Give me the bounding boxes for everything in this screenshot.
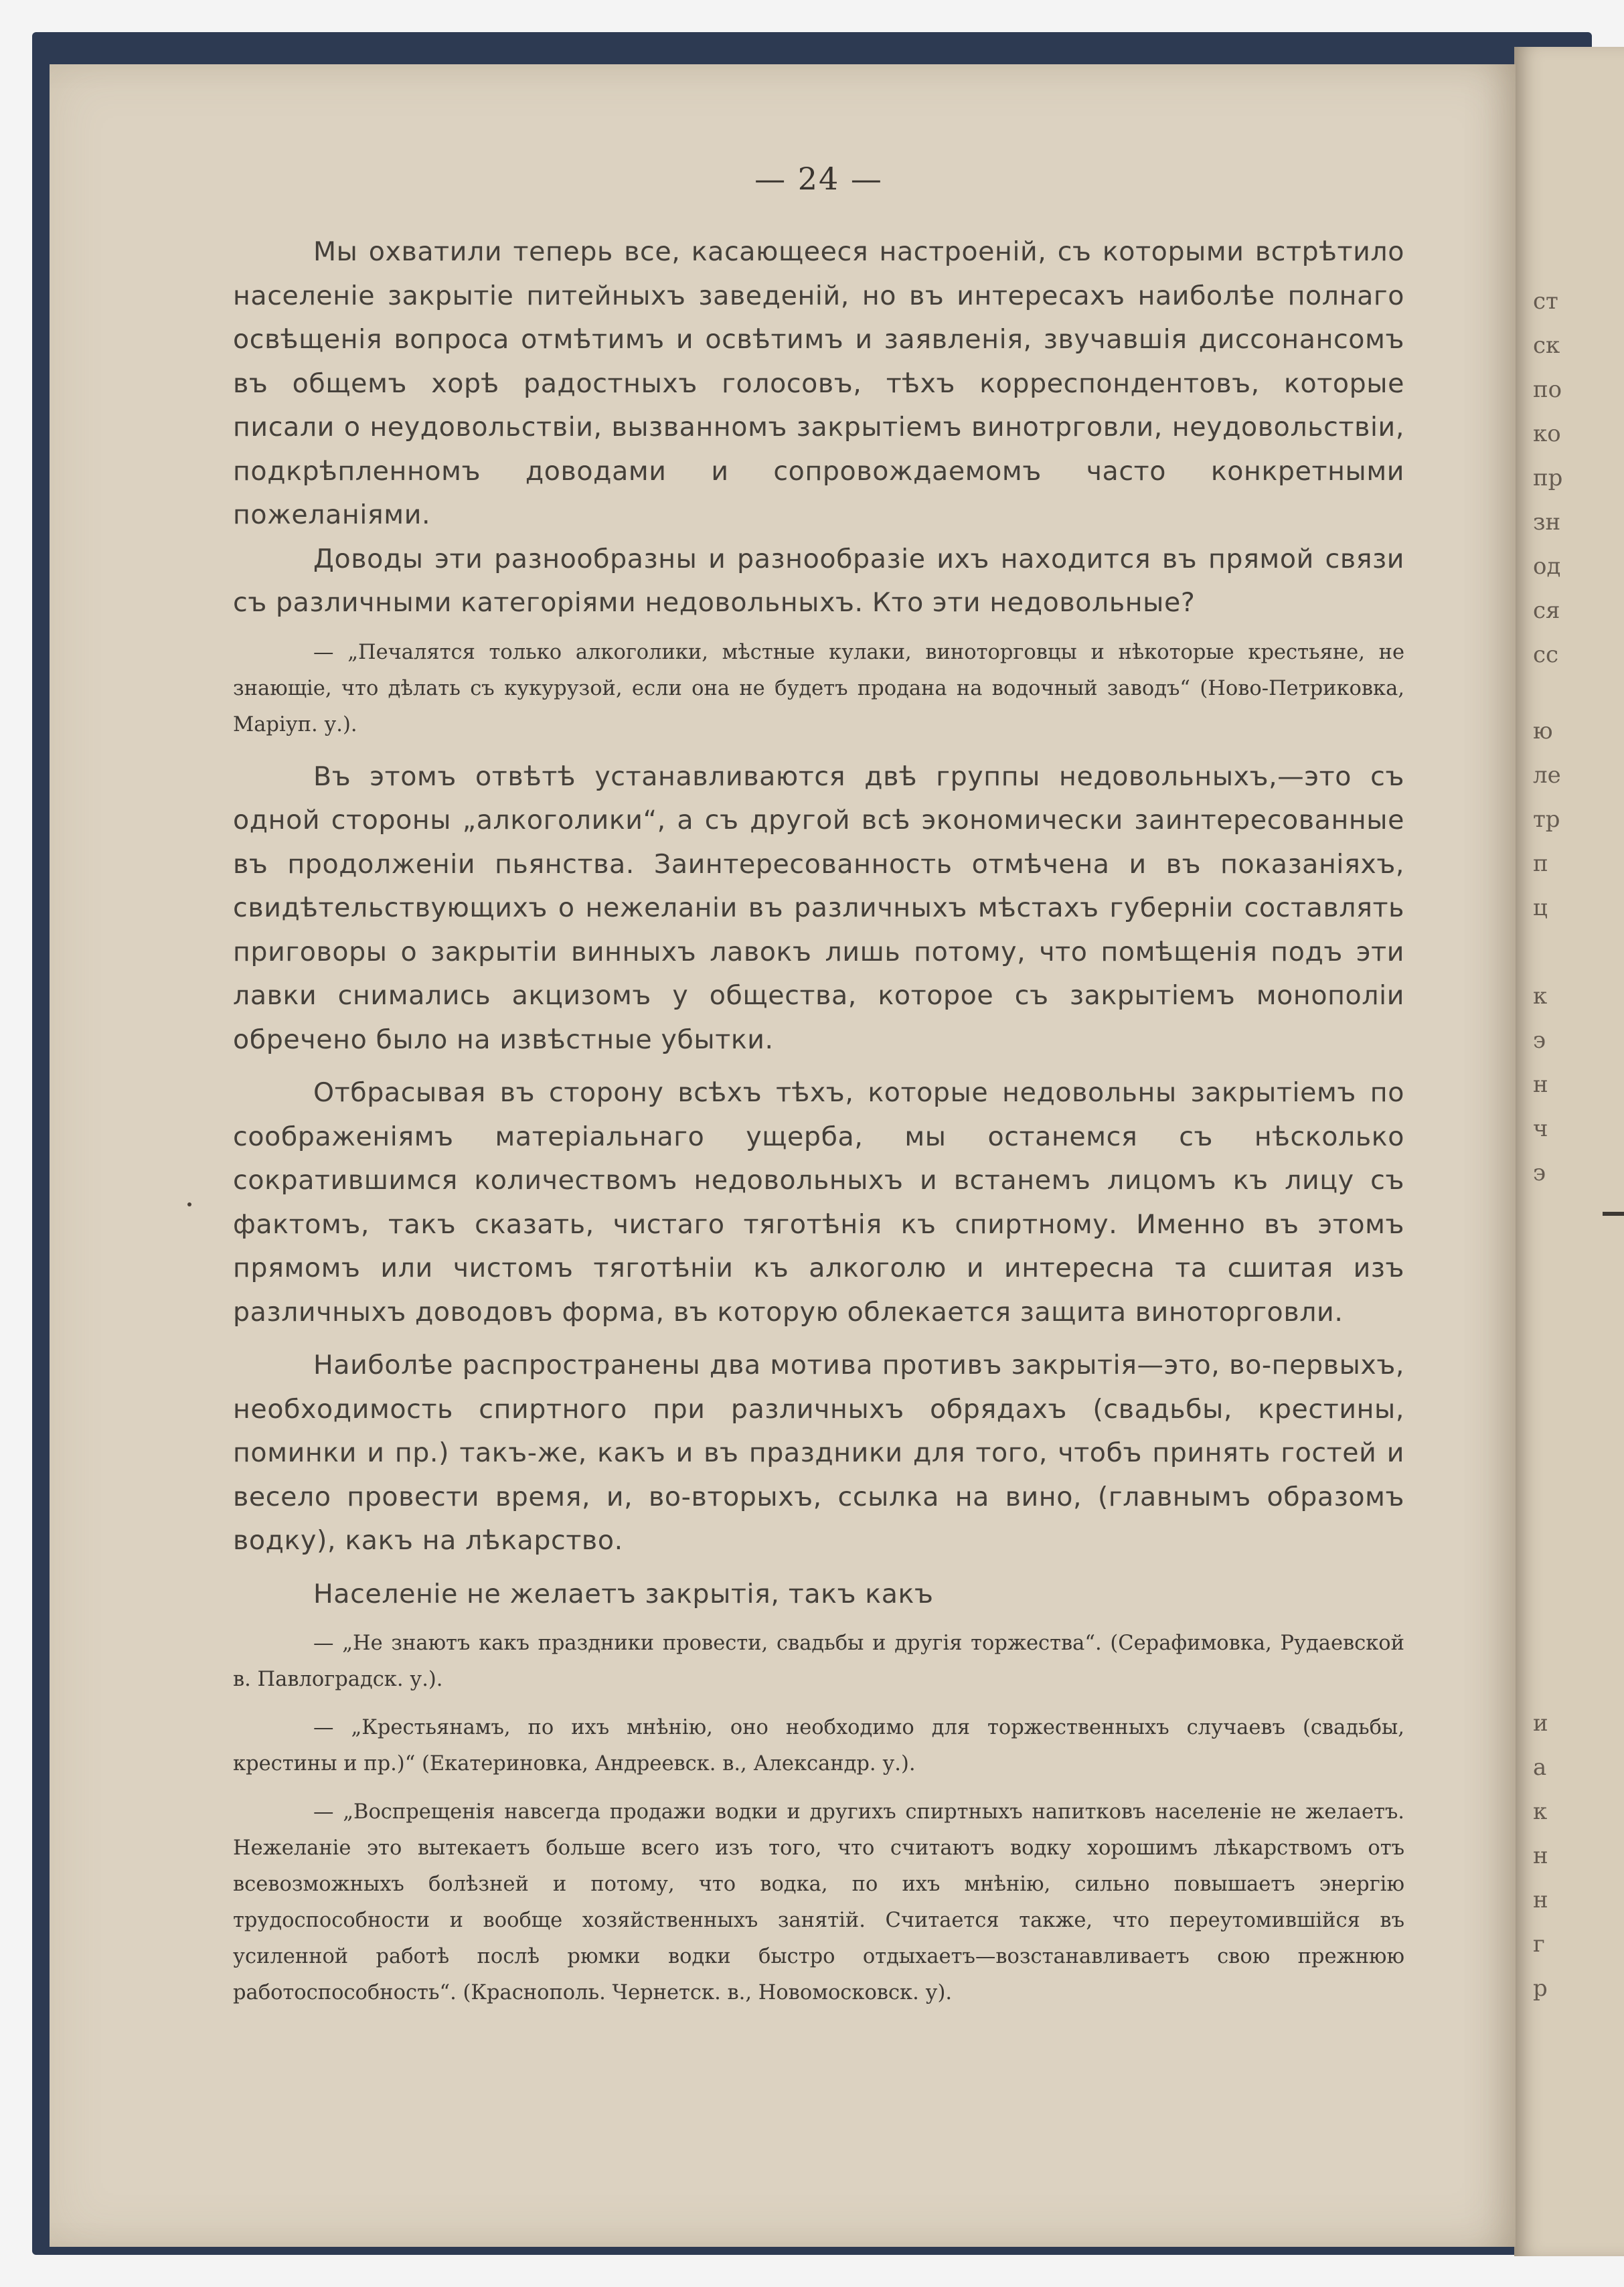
edge-fragment: а xyxy=(1533,1754,1547,1781)
edge-fragment: н xyxy=(1533,1887,1548,1913)
edge-fragment: ю xyxy=(1533,718,1553,744)
page-content xyxy=(233,161,1404,2023)
edge-fragment: ст xyxy=(1533,288,1558,315)
edge-fragment: тр xyxy=(1533,806,1560,833)
quotation: — „Воспрещенія навсегда продажи водки и другихъ спиртныхъ напитковъ населеніе не желаетъ. Нежеланіе это вытекаетъ больше всего изъ того, что считаютъ водку хорошимъ лѣкарствомъ отъ всевозможныхъ болѣзней и потому, что водка, по ихъ мнѣнію, сильно повышаетъ энергію трудоспособности и вообще хозяйственныхъ занятій. Считается также, что переутомившійся въ усиленной работѣ послѣ рюмки водки быстро отдыхаетъ—возстанавливаетъ свою прежнюю работоспособность“. (Краснополь. Чернетск. в., Новомосковск. у). xyxy=(233,1800,1404,2004)
paragraph: Доводы эти разнообразны и разнообразіе ихъ находится въ прямой связи съ различными категоріями недовольныхъ. Кто эти недовольные? xyxy=(233,543,1404,618)
margin-mark xyxy=(187,1202,191,1206)
edge-fragment: э xyxy=(1533,1027,1546,1054)
edge-fragment: по xyxy=(1533,376,1562,403)
edge-mark xyxy=(1603,1212,1624,1216)
quotation: — „Печалятся только алкоголики, мѣстные кулаки, виноторговцы и нѣкоторые крестьяне, не знающіе, что дѣлать съ кукурузой, если она не будетъ продана на водочный заводъ“ (Ново-Петриковка, Маріуп. у.). xyxy=(233,640,1404,736)
edge-fragment: ко xyxy=(1533,420,1561,447)
paragraph: Населеніе не желаетъ закрытія, такъ какъ xyxy=(313,1578,934,1609)
edge-fragment: к xyxy=(1533,1798,1548,1825)
edge-fragment: од xyxy=(1533,553,1561,580)
edge-fragment: к xyxy=(1533,983,1548,1010)
quotation: — „Крестьянамъ, по ихъ мнѣнію, оно необходимо для торжественныхъ случаевъ (свадьбы, крестины и пр.)“ (Екатериновка, Андреевск. в., Александр. у.). xyxy=(233,1716,1404,1776)
edge-fragment: р xyxy=(1533,1975,1548,2002)
edge-fragment: ск xyxy=(1533,332,1560,359)
edge-fragment: г xyxy=(1533,1931,1545,1958)
edge-fragment: п xyxy=(1533,850,1548,877)
edge-fragment: н xyxy=(1533,1842,1548,1869)
paragraph: Въ этомъ отвѣтѣ устанавливаются двѣ группы недовольныхъ,—это съ одной стороны „алкоголики“, а съ другой всѣ экономически заинтересованные въ продолженіи пьянства. Заинтересованность отмѣчена и въ показаніяхъ, свидѣтельствующихъ о нежеланіи въ различныхъ мѣстахъ губерніи составлять приговоры о закрытіи винныхъ лавокъ лишь потому, что помѣщенія подъ эти лавки снимались акцизомъ у общества, которое съ закрытіемъ монополіи обречено было на извѣстные убытки. xyxy=(233,761,1404,1055)
edge-fragment: пр xyxy=(1533,465,1563,491)
facing-page-edge xyxy=(1514,47,1624,2256)
paragraph: Отбрасывая въ сторону всѣхъ тѣхъ, которые недовольны закрытіемъ по соображеніямъ матеріальнаго ущерба, мы останемся съ нѣсколько сократившимся количествомъ недовольныхъ и встанемъ лицомъ къ лицу съ фактомъ, такъ сказать, чистаго тяготѣнія къ спиртному. Именно въ этомъ прямомъ или чистомъ тяготѣніи къ алкоголю и интересна та сшитая изъ различныхъ доводовъ форма, въ которую облекается защита виноторговли. xyxy=(233,1077,1404,1328)
edge-fragment: зн xyxy=(1533,509,1561,536)
edge-fragment: н xyxy=(1533,1071,1548,1098)
paragraph: Мы охватили теперь все, касающееся настроеній, съ которыми встрѣтило населеніе закрытіе питейныхъ заведеній, но въ интересахъ наиболѣе полнаго освѣщенія вопроса отмѣтимъ и освѣтимъ и заявленія, звучавшія диссонансомъ въ общемъ хорѣ радостныхъ голосовъ, тѣхъ корреспондентовъ, которые писали о неудовольствіи, вызванномъ закрытіемъ винотрговли, неудовольствіи, подкрѣпленномъ доводами и сопровождаемомъ часто конкретными пожеланіями. xyxy=(233,236,1404,530)
edge-fragment: ц xyxy=(1533,894,1548,921)
quotation: — „Не знаютъ какъ праздники провести, свадьбы и другія торжества“. (Серафимовка, Рудаевской в. Павлоградск. у.). xyxy=(233,1632,1404,1691)
edge-fragment: ле xyxy=(1533,762,1561,789)
page-number: — 24 — xyxy=(754,161,883,197)
edge-fragment: ся xyxy=(1533,597,1560,624)
paragraph: Наиболѣе распространены два мотива противъ закрытія—это, во-первыхъ, необходимость спиртного при различныхъ обрядахъ (свадьбы, крестины, поминки и пр.) такъ-же, какъ и въ праздники для того, чтобъ принять гостей и весело провести время, и, во-вторыхъ, ссылка на вино, (главнымъ образомъ водку), какъ на лѣкарство. xyxy=(233,1350,1404,1556)
edge-fragment: ч xyxy=(1533,1115,1548,1142)
edge-fragment: э xyxy=(1533,1160,1546,1186)
edge-fragment: и xyxy=(1533,1710,1548,1737)
edge-fragment: сс xyxy=(1533,641,1559,668)
